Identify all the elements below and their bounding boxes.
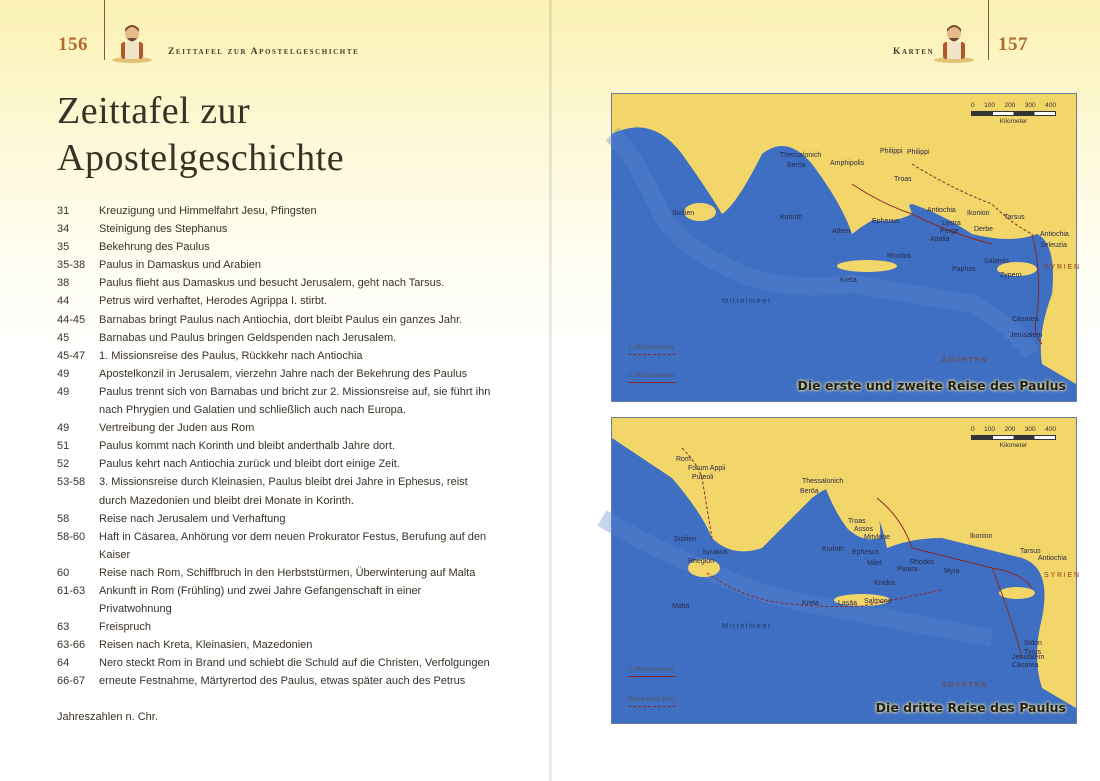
map2-scale-graphic xyxy=(971,435,1056,440)
map2-region-aegypten: ÄGYPTEN xyxy=(942,682,989,689)
map2-place-label: Salmone xyxy=(864,598,892,605)
map2-place-label: Syrakus xyxy=(702,549,728,556)
header-divider-line xyxy=(104,0,105,60)
timeline-row xyxy=(57,383,497,419)
timeline-year: 58-60 xyxy=(57,530,86,543)
map1-scale-tick: 400 xyxy=(1045,102,1056,109)
map2-scale-bar xyxy=(971,426,1056,449)
map2-place-label: Rhegion xyxy=(688,558,715,565)
map2-region-syrien: SYRIEN xyxy=(1044,572,1081,579)
timeline-event: Haft in Cäsarea, Anhörung vor dem neuen Prokurator Festus, Berufung auf den Kaiser xyxy=(99,530,487,561)
map2-graphic xyxy=(612,418,1076,723)
timeline-year: 35 xyxy=(57,241,70,254)
timeline-event: Paulus kommt nach Korinth und bleibt anderthalb Jahre dort. xyxy=(99,440,395,453)
map1-scale-tick: 100 xyxy=(984,102,995,109)
timeline-event: Petrus wird verhaftet, Herodes Agrippa I. stirbt. xyxy=(99,295,328,308)
right-page-header xyxy=(552,0,1100,70)
map1-place-label: Cäsarea xyxy=(1012,316,1039,323)
timeline-row xyxy=(57,347,497,365)
map1-legend-line xyxy=(628,382,676,383)
map2-legend-line xyxy=(628,676,676,677)
timeline-year: 51 xyxy=(57,440,70,453)
map2-legend-label: 3. Missionsreise xyxy=(628,666,675,673)
map2-sea-label: Mittelmeer xyxy=(722,621,773,630)
map2-legend-line xyxy=(628,706,676,707)
timeline-row xyxy=(57,220,497,238)
map1-place-label: Amphipolis xyxy=(830,160,865,167)
map1-legend-label: 2. Missionsreise xyxy=(628,372,675,379)
map2-place-label: Cäsarea xyxy=(1012,662,1039,669)
map2-place-label: Sizilien xyxy=(674,536,697,543)
left-page-header xyxy=(0,0,549,70)
apostle-figure-icon xyxy=(931,18,977,64)
timeline-row xyxy=(57,672,497,690)
map1-place-label: Paphos xyxy=(952,266,976,273)
header-divider-line xyxy=(988,0,989,60)
page-gutter xyxy=(549,0,552,781)
left-page-number: 156 xyxy=(58,34,88,55)
timeline-event: Nero steckt Rom in Brand und schiebt die Schuld auf die Christen, Verfolgungen xyxy=(99,657,490,670)
timeline-year: 63 xyxy=(57,621,70,634)
timeline-year: 58 xyxy=(57,512,70,525)
timeline-year: 31 xyxy=(57,205,70,217)
timeline-event: Bekehrung des Paulus xyxy=(99,241,210,254)
map1-place-label: Tarsus xyxy=(1004,214,1025,221)
map1-place-label: Thessalonich xyxy=(780,152,822,159)
timeline-year: 49 xyxy=(57,385,70,398)
apostle-figure-icon xyxy=(109,18,155,64)
timeline-row xyxy=(57,274,497,292)
map2-scale-tick: 0 xyxy=(971,426,975,433)
map-first-second-journey xyxy=(611,93,1081,402)
map1-place-label: Sizilien xyxy=(672,210,695,217)
timeline-event: Reise nach Jerusalem und Verhaftung xyxy=(99,512,286,525)
map2-place-label: Tyrus xyxy=(1024,649,1042,656)
timeline-event: Reisen nach Kreta, Kleinasien, Mazedonien xyxy=(99,639,313,652)
timeline-year: 45 xyxy=(57,331,70,344)
timeline-row xyxy=(57,618,497,636)
title-line-2: Apostelgeschichte xyxy=(57,137,345,179)
map2-place-label: Rhodos xyxy=(910,559,935,566)
timeline-year: 64 xyxy=(57,657,70,670)
timeline-row xyxy=(57,564,497,582)
map2-caption: Die dritte Reise des Paulus xyxy=(875,700,1066,715)
map2-place-label: Malta xyxy=(672,603,690,610)
map1-place-label: Antiochia xyxy=(927,207,956,214)
map1-place-label: Troas xyxy=(894,176,912,183)
map1-scale-tick: 300 xyxy=(1024,102,1036,109)
timeline-row xyxy=(57,437,497,455)
timeline-event: Apostelkonzil in Jerusalem, vierzehn Jahre nach der Bekehrung des Paulus xyxy=(99,367,468,380)
map1-scale-unit: Kilometer xyxy=(999,118,1028,125)
timeline-event: Paulus in Damaskus und Arabien xyxy=(99,259,262,272)
map2-legend-label: Reise nach Rom xyxy=(628,696,677,703)
timeline-year: 49 xyxy=(57,422,70,435)
map1-place-label: Beröa xyxy=(787,162,806,169)
timeline-event: Ankunft in Rom (Frühling) und zwei Jahre Gefangenschaft in einer Privatwohnung xyxy=(99,584,422,616)
map2-place-label: Myra xyxy=(944,568,960,575)
map2-place-label: Sidon xyxy=(1024,640,1042,647)
timeline-year: 49 xyxy=(57,367,70,380)
timeline-year: 35-38 xyxy=(57,259,86,272)
timeline-event: Kreuzigung und Himmelfahrt Jesu, Pfingsten xyxy=(99,205,317,217)
timeline-row xyxy=(57,455,497,473)
timeline-row xyxy=(57,528,497,564)
map2-scale-tick: 300 xyxy=(1024,426,1036,433)
map1-legend-item xyxy=(628,372,676,383)
map2-place-label: Beröa xyxy=(800,488,819,495)
left-running-title: Zeittafel zur Apostelgeschichte xyxy=(168,47,360,57)
right-page-number: 157 xyxy=(998,34,1028,55)
timeline-event: Reise nach Rom, Schiffbruch in den Herbststürmen, Überwinterung auf Malta xyxy=(99,566,476,579)
timeline-year: 34 xyxy=(57,223,70,236)
map1-scale-bar xyxy=(971,102,1056,125)
timeline-row xyxy=(57,238,497,256)
map1-place-label: Derbe xyxy=(974,226,994,233)
timeline-list xyxy=(57,202,497,691)
map1-graphic xyxy=(612,94,1076,401)
map1-legend-item xyxy=(628,344,676,355)
map2-place-label: Thessalonich xyxy=(802,478,844,485)
timeline-row xyxy=(57,365,497,383)
map2-place-label: Ephesus xyxy=(852,549,880,556)
map2-place-label: Milet xyxy=(867,560,882,567)
map1-region-syrien: SYRIEN xyxy=(1044,264,1081,271)
right-running-title: Karten xyxy=(893,47,935,57)
timeline-event: Freispruch xyxy=(99,621,151,634)
timeline-row xyxy=(57,202,497,220)
map2-place-label: Mitylene xyxy=(864,534,891,541)
timeline-row xyxy=(57,654,497,672)
map2-scale-tick: 200 xyxy=(1004,426,1016,433)
timeline-year: 53-58 xyxy=(57,476,86,489)
map-third-journey xyxy=(611,417,1081,724)
map2-legend-item xyxy=(628,696,676,707)
timeline-row xyxy=(57,292,497,310)
timeline-event: Paulus kehrt nach Antiochia zurück und bleibt dort einige Zeit. xyxy=(99,458,400,471)
timeline-year: 44 xyxy=(57,295,70,308)
map1-place-label: Kreta xyxy=(840,277,857,284)
map1-place-label: Ephesus xyxy=(872,218,900,225)
map1-place-label: Antiochia xyxy=(1040,231,1069,238)
map1-place-label: Athen xyxy=(832,228,851,235)
map1-place-label: Korinth xyxy=(780,214,803,221)
map1-legend-line xyxy=(628,354,676,355)
map2-place-label: Knidos xyxy=(874,580,896,587)
timeline-event: Steinigung des Stephanus xyxy=(99,223,228,236)
page-title xyxy=(57,88,344,182)
map1-place-label: Philippi xyxy=(907,149,930,156)
map1-place-label: Ikonion xyxy=(967,210,990,217)
map1-place-label: Salamis xyxy=(984,258,1009,265)
footnote: Jahreszahlen n. Chr. xyxy=(57,711,158,723)
map1-scale-tick: 0 xyxy=(971,102,975,109)
map2-scale-tick: 100 xyxy=(984,426,995,433)
timeline-event: 1. Missionsreise des Paulus, Rückkehr nach Antiochia xyxy=(99,349,363,362)
timeline-year: 63-66 xyxy=(57,639,86,652)
map2-scale-tick: 400 xyxy=(1045,426,1056,433)
map1-region-aegypten: ÄGYPTEN xyxy=(942,357,989,364)
map1-place-label: Attalia xyxy=(930,236,950,243)
map2-place-label: Korinth xyxy=(822,546,845,553)
map1-place-label: Jerusalem xyxy=(1010,332,1043,339)
map1-place-label: Perge xyxy=(940,228,959,235)
map1-place-label: Rhodos xyxy=(887,253,912,260)
timeline-row xyxy=(57,636,497,654)
timeline-row xyxy=(57,256,497,274)
timeline-event: Barnabas bringt Paulus nach Antiochia, dort bleibt Paulus ein ganzes Jahr. xyxy=(99,313,463,326)
timeline-year: 66-67 xyxy=(57,675,86,688)
timeline-event: Paulus trennt sich von Barnabas und bricht zur 2. Missionsreise auf, sie führt ihn nach Phrygien und Galatien und schließlich auch nach Europa. xyxy=(99,385,491,417)
timeline-event: erneute Festnahme, Märtyrertod des Paulus, etwas später auch des Petrus xyxy=(99,675,466,688)
timeline-row xyxy=(57,510,497,528)
map2-place-label: Assos xyxy=(854,526,874,533)
map1-scale-ticks xyxy=(971,102,1056,109)
map2-place-label: Puteoli xyxy=(692,474,714,481)
timeline-year: 45-47 xyxy=(57,349,86,362)
map2-place-label: Ikonion xyxy=(970,533,993,540)
map2-scale-unit: Kilometer xyxy=(999,442,1028,449)
timeline-year: 52 xyxy=(57,458,70,471)
timeline-event: Barnabas und Paulus bringen Geldspenden nach Jerusalem. xyxy=(99,331,397,344)
map2-place-label: Kreta xyxy=(802,600,819,607)
timeline-year: 61-63 xyxy=(57,584,86,597)
map1-place-label: Seleuzia xyxy=(1040,242,1067,249)
timeline-year: 38 xyxy=(57,277,70,290)
timeline-row xyxy=(57,329,497,347)
map1-scale-graphic xyxy=(971,111,1056,116)
map1-place-label: Zypern xyxy=(1000,272,1022,279)
map1-caption: Die erste und zweite Reise des Paulus xyxy=(797,378,1066,393)
map1-sea-label: Mittelmeer xyxy=(722,296,773,305)
map2-scale-ticks xyxy=(971,426,1056,433)
timeline-row xyxy=(57,582,497,618)
timeline-event: Paulus flieht aus Damaskus und besucht Jerusalem, geht nach Tarsus. xyxy=(99,277,445,290)
timeline-year: 60 xyxy=(57,566,70,579)
map2-place-label: Rom xyxy=(676,456,691,463)
map2-place-label: Jerusalem xyxy=(1012,654,1045,661)
timeline-year: 44-45 xyxy=(57,313,86,326)
timeline-event: 3. Missionsreise durch Kleinasien, Paulus bleibt drei Jahre in Ephesus, reist durch Mazedonien und bleibt drei Monate in Korinth. xyxy=(99,476,468,507)
map2-place-label: Troas xyxy=(848,518,866,525)
map2-place-label: Tarsus xyxy=(1020,548,1041,555)
map1-place-label: Lystra xyxy=(942,220,961,227)
map2-place-label: Patara xyxy=(897,566,918,573)
map2-legend-item xyxy=(628,666,676,677)
map1-legend-label: 1. Missionsreise xyxy=(628,344,675,351)
title-line-1: Zeittafel zur xyxy=(57,90,251,132)
map1-place-label: Philippi xyxy=(880,148,903,155)
timeline-row xyxy=(57,311,497,329)
timeline-row xyxy=(57,419,497,437)
map2-place-label: Lasäa xyxy=(838,600,858,607)
map2-place-label: Antiochia xyxy=(1038,555,1067,562)
map1-scale-tick: 200 xyxy=(1004,102,1016,109)
timeline-event: Vertreibung der Juden aus Rom xyxy=(99,422,255,435)
timeline-row xyxy=(57,473,497,509)
map2-place-label: Forum Appii xyxy=(688,465,726,472)
